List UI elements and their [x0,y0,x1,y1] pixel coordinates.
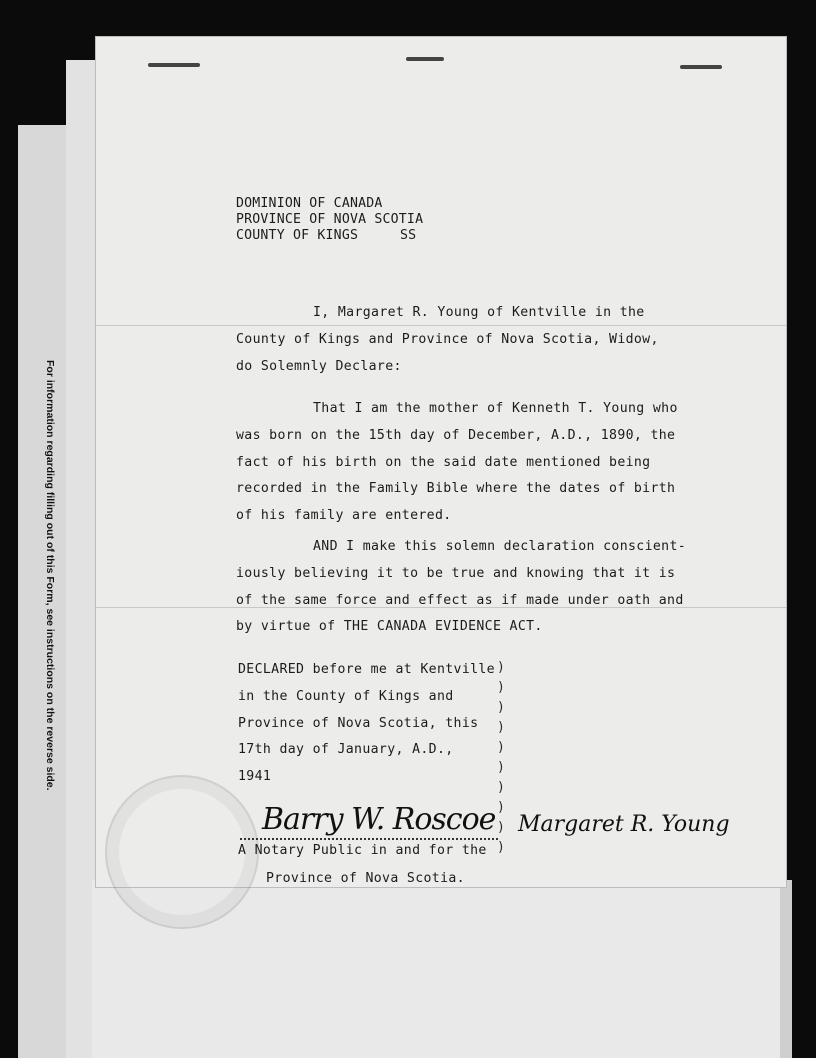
body-line: That I am the mother of Kenneth T. Young who [313,401,678,416]
signature-line [240,838,498,840]
fold-line [96,325,786,326]
bracket-mark: ) [497,660,505,675]
jurat-line: 17th day of January, A.D., [238,742,454,757]
body-line: I, Margaret R. Young of Kentville in the [313,305,645,320]
notary-title: A Notary Public in and for the [238,843,487,858]
header-county: COUNTY OF KINGS [236,228,359,243]
bracket-mark: ) [497,780,505,795]
bracket-mark: ) [497,680,505,695]
header-dominion: DOMINION OF CANADA [236,196,383,211]
body-line: recorded in the Family Bible where the dates of birth [236,481,676,496]
body-line: do Solemnly Declare: [236,359,402,374]
notary-seal-icon [105,775,259,929]
header-ss: SS [400,228,417,243]
bracket-mark: ) [497,820,505,835]
notary-province: Province of Nova Scotia. [266,871,465,886]
staple-mark [680,65,722,69]
staple-mark [406,57,444,61]
body-line: of his family are entered. [236,508,452,523]
body-line: AND I make this solemn declaration conscient- [313,539,687,554]
bracket-mark: ) [497,720,505,735]
bracket-mark: ) [497,800,505,815]
jurat-line: DECLARED before me at Kentville [238,662,495,677]
body-line: by virtue of THE CANADA EVIDENCE ACT. [236,619,543,634]
bracket-mark: ) [497,700,505,715]
jurat-line: Province of Nova Scotia, this [238,716,479,731]
lower-sheet-edge [780,880,792,1058]
bracket-mark: ) [497,840,505,855]
jurat-line: 1941 [238,769,272,784]
body-line: County of Kings and Province of Nova Scotia, Widow, [236,332,659,347]
staple-mark [148,63,200,67]
notary-signature: Barry W. Roscoe [262,802,496,837]
declarant-signature: Margaret R. Young [518,812,730,837]
jurat-line: in the County of Kings and [238,689,454,704]
body-line: iously believing it to be true and knowing that it is [236,566,676,581]
bracket-mark: ) [497,740,505,755]
bracket-mark: ) [497,760,505,775]
body-line: was born on the 15th day of December, A.D., 1890, the [236,428,676,443]
header-province: PROVINCE OF NOVA SCOTIA [236,212,424,227]
body-line: of the same force and effect as if made under oath and [236,593,684,608]
body-line: fact of his birth on the said date mentioned being [236,455,651,470]
side-instruction-note: For information regarding filling out of this Form, see instructions on the reverse side. [44,360,56,791]
